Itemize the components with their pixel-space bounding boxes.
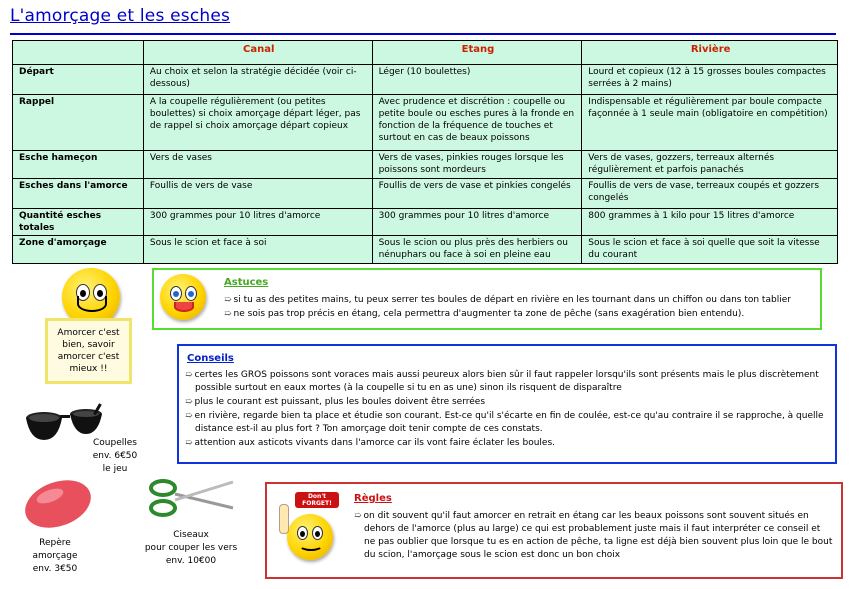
amorcage-table <box>12 40 838 264</box>
table-header-row <box>13 41 838 65</box>
astuces-list <box>224 294 791 322</box>
arrow-right-icon: ➯ <box>185 438 193 448</box>
conseils-heading: Conseils <box>187 353 234 364</box>
table-cell: Sous le scion et face à soi quelle que soit la vitesse du courant <box>582 236 838 264</box>
table-cell: Sous le scion ou plus près des herbiers ou nénuphars ou face à soi en pleine eau <box>372 236 582 264</box>
table-cell: 800 grammes à 1 kilo pour 15 litres d'amorce <box>582 209 838 236</box>
table-cell: Avec prudence et discrétion : coupelle ou petite boule ou esches pures à la fronde en fonction de la fréquence de touches et surtout en cas de beaux poissons <box>372 95 582 151</box>
table-cell: Vers de vases, pinkies rouges lorsque les poissons sont mordeurs <box>372 151 582 179</box>
astuces-heading: Astuces <box>224 277 269 288</box>
arrow-right-icon: ➯ <box>185 397 193 407</box>
row-label: Esches dans l'amorce <box>13 179 144 209</box>
repere-caption: Repère amorçage env. 3€50 <box>32 538 78 574</box>
astuces-box <box>152 268 822 330</box>
table-cell: A la coupelle régulièrement (ou petites boulettes) si choix amorçage départ léger, pas de rappel si choix amorçage départ copieux <box>143 95 372 151</box>
page-title: L'amorçage et les esches <box>10 6 231 26</box>
dont-forget-icon <box>275 490 343 570</box>
regles-heading: Règles <box>354 493 392 504</box>
list-item: ➯ plus le courant est puissant, plus les boules doivent être serrées <box>185 397 486 407</box>
table-row <box>13 151 838 179</box>
coupelles-caption: Coupelles env. 6€50 le jeu <box>92 438 138 474</box>
table-header-cell: Etang <box>372 41 582 65</box>
repere-amorcage-image <box>18 474 98 532</box>
table-row <box>13 95 838 151</box>
table-row <box>13 236 838 264</box>
regles-box <box>265 482 843 579</box>
table-cell: 300 grammes pour 10 litres d'amorce <box>143 209 372 236</box>
ciseaux-caption: Ciseaux pour couper les vers env. 10€00 <box>144 530 238 566</box>
table-cell: Foullis de vers de vase et pinkies congelés <box>372 179 582 209</box>
table-cell: Vers de vases <box>143 151 372 179</box>
arrow-right-icon: ➯ <box>354 511 362 521</box>
conseils-list <box>185 369 825 451</box>
table-header-cell <box>13 41 144 65</box>
list-item: ➯ attention aux asticots vivants dans l'amorce car ils vont faire éclater les boules. <box>185 438 555 448</box>
table-cell: Au choix et selon la stratégie décidée (voir ci-dessous) <box>143 65 372 95</box>
row-label: Quantité esches totales <box>13 209 144 236</box>
table-row <box>13 209 838 236</box>
dont-forget-badge: Don't FORGET! <box>295 492 339 508</box>
list-item: ➯ ne sois pas trop précis en étang, cela permettra d'augmenter ta zone de pêche (sans exagération bien entendu). <box>224 309 745 319</box>
table-cell: 300 grammes pour 10 litres d'amorce <box>372 209 582 236</box>
arrow-right-icon: ➯ <box>224 295 232 305</box>
table-cell: Lourd et copieux (12 à 15 grosses boules compactes serrées à 2 mains) <box>582 65 838 95</box>
ciseaux-image <box>145 470 240 525</box>
table-row <box>13 179 838 209</box>
title-underline <box>10 33 836 35</box>
row-label: Départ <box>13 65 144 95</box>
list-item: ➯ en rivière, regarde bien ta place et étudie son courant. Est-ce qu'il s'écarte en fin de coulée, est-ce qu'au contraire il se rapproche, à quelle distance est-il au plus fort ? Ton amorçage doit tenir compte de ces constats. <box>185 411 824 434</box>
sticky-note <box>45 318 132 384</box>
note-line: amorcer c'est <box>57 352 120 362</box>
conseils-box <box>177 344 837 464</box>
table-cell: Foullis de vers de vase <box>143 179 372 209</box>
arrow-right-icon: ➯ <box>185 370 193 380</box>
table-row <box>13 65 838 95</box>
table-cell: Vers de vases, gozzers, terreaux alternés régulièrement et parfois panachés <box>582 151 838 179</box>
table-cell: Léger (10 boulettes) <box>372 65 582 95</box>
regles-list <box>354 510 834 563</box>
note-line: mieux !! <box>69 364 108 374</box>
list-item: ➯ certes les GROS poissons sont voraces mais aussi peureux alors bien sûr il faut rappeler lorsqu'ils sont présents mais le plus discrètement possible surtout en eaux mortes (à la coupelle si tu en as une) sinon ils risquent de disparaître <box>185 370 819 393</box>
row-label: Zone d'amorçage <box>13 236 144 264</box>
table-cell: Indispensable et régulièrement par boule compacte façonnée à 1 seule main (obligatoire en compétition) <box>582 95 838 151</box>
list-item: ➯ si tu as des petites mains, tu peux serrer tes boules de départ en rivière en les tournant dans un chiffon ou dans ton tablier <box>224 295 791 305</box>
table-header-cell: Rivière <box>582 41 838 65</box>
note-line: Amorcer c'est <box>57 328 120 338</box>
note-line: bien, savoir <box>62 340 115 350</box>
table-cell: Foullis de vers de vase, terreaux coupés et gozzers congelés <box>582 179 838 209</box>
row-label: Esche hameçon <box>13 151 144 179</box>
table-cell: Sous le scion et face à soi <box>143 236 372 264</box>
list-item: ➯ on dit souvent qu'il faut amorcer en retrait en étang car les beaux poissons sont souvent situés en dehors de l'amorce (plus au large) ce qui est probablement juste mais il faut interpréter ce conseil et ne pas oublier que lorsque tu es en action de pêche, ta ligne est déjà bien souvent plus loin que le bout du scion, l'amorçage sous le scion est donc un bon choix <box>354 511 833 560</box>
table-header-cell: Canal <box>143 41 372 65</box>
row-label: Rappel <box>13 95 144 151</box>
arrow-right-icon: ➯ <box>185 411 193 421</box>
smiley-icon <box>160 274 206 320</box>
arrow-right-icon: ➯ <box>224 309 232 319</box>
